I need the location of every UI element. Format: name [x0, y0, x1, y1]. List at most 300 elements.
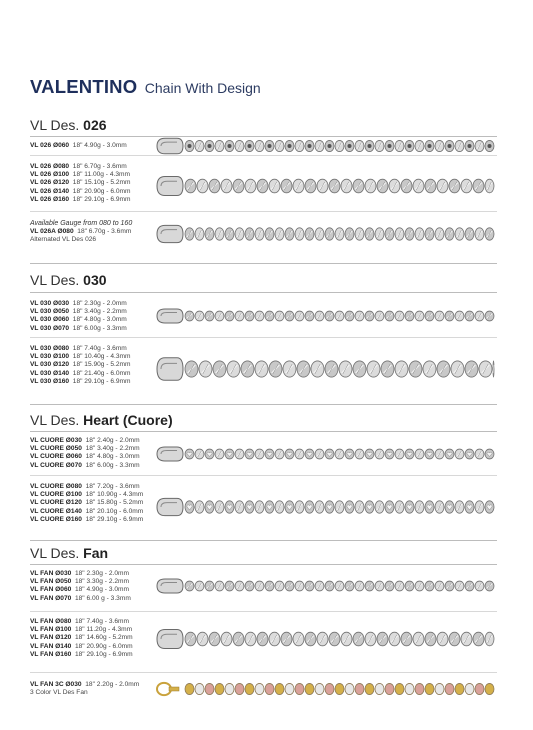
chain-link	[355, 683, 364, 694]
chain-link	[225, 501, 234, 513]
clasp-icon	[157, 579, 183, 593]
chain-link	[415, 501, 424, 513]
spec-row	[30, 618, 133, 626]
chain-spec: 18" 4.80g - 3.0mm	[72, 316, 127, 324]
chain-link	[245, 449, 254, 459]
chain-code: VL 026A Ø080	[30, 228, 74, 236]
chain-link	[285, 501, 294, 513]
spec-row	[30, 316, 127, 324]
chain-link	[353, 361, 366, 377]
chain-link	[425, 228, 434, 240]
chain-link	[455, 449, 464, 459]
chain-link	[315, 501, 324, 513]
chain-link	[225, 449, 234, 459]
chain-link	[185, 228, 194, 240]
chain-spec: 18" 6.70g - 3.6mm	[77, 228, 132, 236]
chain-link	[209, 179, 220, 193]
chain-link	[265, 449, 274, 459]
chain-link	[465, 449, 474, 459]
chain-photo-fan-b	[155, 628, 496, 650]
chain-link	[475, 311, 484, 321]
chain-link	[455, 501, 464, 513]
chain-link	[233, 179, 244, 193]
chain-link	[451, 361, 464, 377]
chain-link	[437, 632, 448, 646]
chain-link	[265, 581, 274, 591]
chain-link	[297, 361, 310, 377]
clasp-icon	[157, 498, 183, 515]
chain-link	[269, 632, 280, 646]
clasp-icon	[157, 309, 183, 323]
chain-link	[435, 683, 444, 694]
chain-spec: 18" 10.40g - 4.3mm	[72, 353, 131, 361]
chain-code: VL CUORE Ø050	[30, 445, 82, 453]
chain-link	[413, 632, 424, 646]
chain-link	[475, 683, 484, 694]
chain-spec: 18" 2.40g - 2.0mm	[85, 437, 140, 444]
chain-link	[257, 632, 268, 646]
chain-link	[375, 581, 384, 591]
spec-list-026-c	[30, 220, 132, 245]
chain-spec: 18" 2.20g - 2.0mm	[85, 681, 140, 688]
spec-row	[30, 508, 143, 516]
chain-link	[317, 632, 328, 646]
chain-link	[285, 581, 294, 591]
chain-link	[245, 228, 254, 240]
chain-link	[401, 632, 412, 646]
chain-link	[385, 581, 394, 591]
chain-link	[353, 179, 364, 193]
chain-link	[235, 311, 244, 321]
chain-code: VL 030 Ø140	[30, 369, 70, 377]
chain-photo-030-a	[155, 308, 496, 324]
chain-code: VL 026 Ø060	[30, 142, 70, 149]
chain-link	[317, 179, 328, 193]
chain-photo-030-b	[155, 356, 496, 382]
clasp-icon	[157, 683, 179, 695]
chain-link	[295, 311, 304, 321]
chain-link	[335, 501, 344, 513]
chain-link	[269, 361, 282, 377]
chain-link	[215, 581, 224, 591]
chain-link	[245, 581, 254, 591]
chain-link	[285, 311, 294, 321]
clasp-icon	[157, 358, 183, 381]
chain-code: VL 030 Ø160	[30, 377, 70, 385]
chain-link	[385, 683, 394, 694]
chain-links	[185, 449, 494, 459]
chain-link	[485, 140, 494, 151]
chain-spec: 18" 14.60g - 5.2mm	[74, 634, 133, 642]
chain-code: VL FAN Ø080	[30, 618, 72, 625]
chain-link	[375, 501, 384, 513]
chain-link	[485, 449, 494, 459]
chain-link	[235, 501, 244, 513]
chain-link	[255, 140, 264, 151]
chain-link	[215, 140, 224, 151]
chain-code: VL 026 Ø100	[30, 171, 70, 179]
chain-spec: 18" 29.10g - 6.9mm	[74, 650, 133, 658]
chain-link	[315, 140, 324, 151]
chain-links	[185, 683, 494, 694]
chain-code: VL 026 Ø080	[30, 163, 70, 170]
chain-link	[265, 228, 274, 240]
chain-link	[435, 449, 444, 459]
spec-row	[30, 634, 133, 642]
spec-row	[30, 516, 143, 524]
chain-link	[437, 179, 448, 193]
chain-link	[341, 632, 352, 646]
spec-row	[30, 163, 130, 171]
section-prefix: VL Des.	[30, 412, 80, 428]
chain-link	[395, 501, 404, 513]
section-divider	[30, 564, 497, 565]
chain-link	[185, 179, 196, 193]
spec-row	[30, 378, 130, 386]
spec-row	[30, 462, 140, 470]
chain-link	[365, 581, 374, 591]
chain-link	[185, 449, 194, 459]
spec-list-fan-b	[30, 618, 133, 659]
chain-link	[185, 311, 194, 321]
chain-link	[377, 179, 388, 193]
chain-links	[185, 228, 494, 240]
chain-code: VL 030 Ø060	[30, 316, 70, 324]
chain-link	[295, 581, 304, 591]
chain-link	[445, 311, 454, 321]
catalog-title	[30, 76, 261, 98]
chain-photo-fan-a	[155, 578, 496, 594]
chain-link	[375, 311, 384, 321]
chain-link	[255, 228, 264, 240]
chain-link	[345, 449, 354, 459]
chain-link	[295, 228, 304, 240]
chain-link	[473, 632, 484, 646]
chain-link	[209, 632, 220, 646]
chain-link	[475, 581, 484, 591]
chain-link	[355, 449, 364, 459]
chain-link	[185, 361, 198, 377]
chain-link	[215, 228, 224, 240]
row-divider	[30, 337, 497, 338]
section-divider	[30, 404, 497, 405]
chain-link	[415, 683, 424, 694]
chain-code: VL 030 Ø080	[30, 345, 70, 352]
chain-spec: 18" 7.40g - 3.6mm	[72, 345, 127, 352]
chain-spec: 18" 29.10g - 6.9mm	[72, 377, 131, 385]
chain-link	[445, 581, 454, 591]
chain-link	[375, 449, 384, 459]
chain-code: VL 030 Ø070	[30, 324, 70, 332]
chain-link	[385, 311, 394, 321]
chain-spec: 18" 4.90g - 3.0mm	[74, 586, 129, 594]
chain-link	[355, 501, 364, 513]
section-divider	[30, 431, 497, 432]
chain-link	[315, 311, 324, 321]
chain-link	[255, 449, 264, 459]
chain-link	[389, 179, 400, 193]
chain-link	[475, 501, 484, 513]
spec-list-026-b	[30, 163, 130, 204]
chain-spec: 18" 2.30g - 2.0mm	[74, 570, 129, 577]
chain-link	[315, 581, 324, 591]
chain-link	[425, 501, 434, 513]
chain-code: VL FAN Ø050	[30, 578, 72, 586]
chain-link	[435, 501, 444, 513]
chain-link	[493, 361, 494, 377]
chain-link	[185, 501, 194, 513]
chain-link	[225, 140, 234, 151]
chain-spec: 18" 6.00g - 3.3mm	[72, 324, 127, 332]
chain-link	[305, 228, 314, 240]
chain-link	[415, 581, 424, 591]
chain-link	[445, 228, 454, 240]
gauge-note: Available Gauge from 080 to 160	[30, 220, 133, 227]
chain-link	[385, 449, 394, 459]
chain-link	[455, 140, 464, 151]
chain-code: VL CUORE Ø080	[30, 483, 82, 490]
spec-row	[30, 499, 143, 507]
chain-code: VL FAN Ø060	[30, 586, 72, 594]
chain-spec: 18" 29.10g - 6.9mm	[85, 515, 144, 523]
chain-link	[205, 228, 214, 240]
chain-link	[305, 140, 314, 151]
chain-spec: 18" 15.10g - 5.2mm	[72, 179, 131, 187]
chain-link	[413, 179, 424, 193]
spec-row	[30, 300, 127, 308]
spec-list-fan-c	[30, 681, 139, 697]
chain-link	[485, 632, 494, 646]
chain-link	[415, 140, 424, 151]
chain-link	[485, 311, 494, 321]
chain-link	[385, 140, 394, 151]
chain-link	[185, 683, 194, 694]
chain-link	[335, 311, 344, 321]
chain-link	[405, 683, 414, 694]
chain-link	[235, 581, 244, 591]
chain-spec: 18" 11.20g - 4.3mm	[74, 626, 133, 634]
chain-code: VL FAN Ø160	[30, 650, 72, 658]
chain-link	[221, 632, 232, 646]
spec-row	[30, 325, 127, 333]
chain-link	[365, 140, 374, 151]
chain-links	[185, 501, 494, 513]
chain-link	[425, 581, 434, 591]
spec-list-026-a	[30, 142, 127, 150]
clasp-icon	[157, 176, 183, 195]
clasp-icon	[157, 225, 183, 242]
chain-link	[245, 140, 254, 151]
chain-link	[325, 140, 334, 151]
chain-link	[455, 311, 464, 321]
chain-link	[335, 449, 344, 459]
clasp-icon	[157, 629, 183, 648]
chain-link	[479, 361, 492, 377]
chain-link	[405, 501, 414, 513]
chain-link	[213, 361, 226, 377]
row-divider	[30, 672, 497, 673]
chain-link	[449, 632, 460, 646]
chain-link	[449, 179, 460, 193]
chain-link	[435, 311, 444, 321]
chain-link	[423, 361, 436, 377]
chain-link	[345, 581, 354, 591]
chain-link	[405, 581, 414, 591]
chain-link	[293, 632, 304, 646]
spec-row	[30, 361, 130, 369]
section-name: Fan	[83, 545, 109, 561]
section-prefix: VL Des.	[30, 117, 80, 133]
spec-row	[30, 586, 131, 594]
chain-code: VL FAN Ø140	[30, 642, 72, 650]
spec-row	[30, 171, 130, 179]
variant-note: Alternated VL Des 026	[30, 236, 97, 244]
spec-row	[30, 643, 133, 651]
chain-code: VL FAN Ø100	[30, 626, 72, 634]
chain-code: VL CUORE Ø160	[30, 515, 82, 523]
chain-link	[345, 140, 354, 151]
chain-spec: 18" 20.10g - 6.0mm	[85, 507, 144, 515]
chain-link	[269, 179, 280, 193]
chain-link	[275, 683, 284, 694]
chain-link	[461, 632, 472, 646]
chain-link	[355, 311, 364, 321]
chain-link	[325, 501, 334, 513]
chain-code: VL FAN Ø070	[30, 594, 72, 602]
chain-link	[205, 501, 214, 513]
chain-link	[275, 501, 284, 513]
spec-list-fan-a	[30, 570, 131, 603]
chain-link	[255, 361, 268, 377]
chain-link	[425, 449, 434, 459]
chain-link	[325, 581, 334, 591]
chain-link	[465, 581, 474, 591]
section-heading-026	[30, 117, 107, 133]
section-divider	[30, 263, 497, 264]
chain-link	[227, 361, 240, 377]
chain-link	[315, 683, 324, 694]
chain-link	[345, 501, 354, 513]
spec-row	[30, 370, 130, 378]
chain-link	[465, 683, 474, 694]
chain-link	[225, 581, 234, 591]
chain-link	[365, 311, 374, 321]
chain-link	[195, 501, 204, 513]
chain-link	[265, 140, 274, 151]
chain-link	[293, 179, 304, 193]
section-prefix: VL Des.	[30, 545, 80, 561]
chain-link	[255, 683, 264, 694]
chain-code: VL FAN Ø120	[30, 634, 72, 642]
chain-link	[385, 501, 394, 513]
chain-photo-026-c	[155, 224, 496, 244]
chain-link	[295, 140, 304, 151]
chain-link	[205, 449, 214, 459]
chain-link	[265, 501, 274, 513]
spec-row	[30, 308, 127, 316]
chain-link	[365, 179, 376, 193]
chain-link	[425, 140, 434, 151]
chain-link	[325, 228, 334, 240]
chain-link	[285, 228, 294, 240]
chain-spec: 18" 7.40g - 3.6mm	[74, 618, 129, 625]
chain-link	[389, 632, 400, 646]
chain-link	[425, 632, 436, 646]
row-divider	[30, 155, 497, 156]
row-divider	[30, 475, 497, 476]
chain-spec: 18" 20.90g - 6.0mm	[74, 642, 133, 650]
chain-link	[353, 632, 364, 646]
chain-link	[185, 140, 194, 151]
chain-link	[195, 683, 204, 694]
chain-links	[185, 581, 494, 591]
chain-spec: 18" 29.10g - 6.9mm	[72, 195, 131, 203]
spec-row	[30, 483, 143, 491]
spec-row	[30, 651, 133, 659]
chain-link	[305, 683, 314, 694]
chain-link	[335, 581, 344, 591]
section-heading-heart	[30, 412, 173, 428]
chain-link	[225, 683, 234, 694]
spec-row	[30, 491, 143, 499]
chain-link	[195, 581, 204, 591]
chain-link	[485, 228, 494, 240]
spec-row	[30, 196, 130, 204]
chain-link	[375, 683, 384, 694]
chain-photo-026-b	[155, 175, 496, 197]
chain-code: VL 026 Ø160	[30, 195, 70, 203]
chain-link	[225, 228, 234, 240]
chain-link	[295, 449, 304, 459]
chain-link	[285, 683, 294, 694]
chain-code: VL FAN 3C Ø030	[30, 681, 82, 688]
row-divider	[30, 211, 497, 212]
chain-link	[329, 632, 340, 646]
chain-code: VL CUORE Ø100	[30, 491, 82, 499]
chain-links	[185, 179, 494, 193]
chain-link	[311, 361, 324, 377]
chain-spec: 18" 6.70g - 3.6mm	[72, 163, 127, 170]
spec-list-heart-a	[30, 437, 140, 470]
chain-link	[233, 632, 244, 646]
chain-code: VL 030 Ø120	[30, 361, 70, 369]
chain-link	[235, 228, 244, 240]
chain-link	[395, 311, 404, 321]
chain-link	[377, 632, 388, 646]
chain-link	[455, 683, 464, 694]
chain-link	[455, 581, 464, 591]
chain-link	[225, 311, 234, 321]
chain-photo-026-a	[155, 137, 496, 155]
chain-link	[215, 449, 224, 459]
chain-code: VL 030 Ø030	[30, 300, 70, 307]
chain-link	[275, 140, 284, 151]
chain-link	[365, 632, 376, 646]
chain-link	[355, 581, 364, 591]
chain-link	[325, 361, 338, 377]
chain-link	[235, 140, 244, 151]
chain-link	[195, 228, 204, 240]
chain-link	[475, 449, 484, 459]
chain-link	[305, 311, 314, 321]
chain-link	[437, 361, 450, 377]
chain-link	[305, 581, 314, 591]
chain-link	[473, 179, 484, 193]
chain-link	[265, 311, 274, 321]
chain-link	[305, 179, 316, 193]
section-name: Heart (Cuore)	[83, 412, 173, 428]
chain-link	[215, 311, 224, 321]
